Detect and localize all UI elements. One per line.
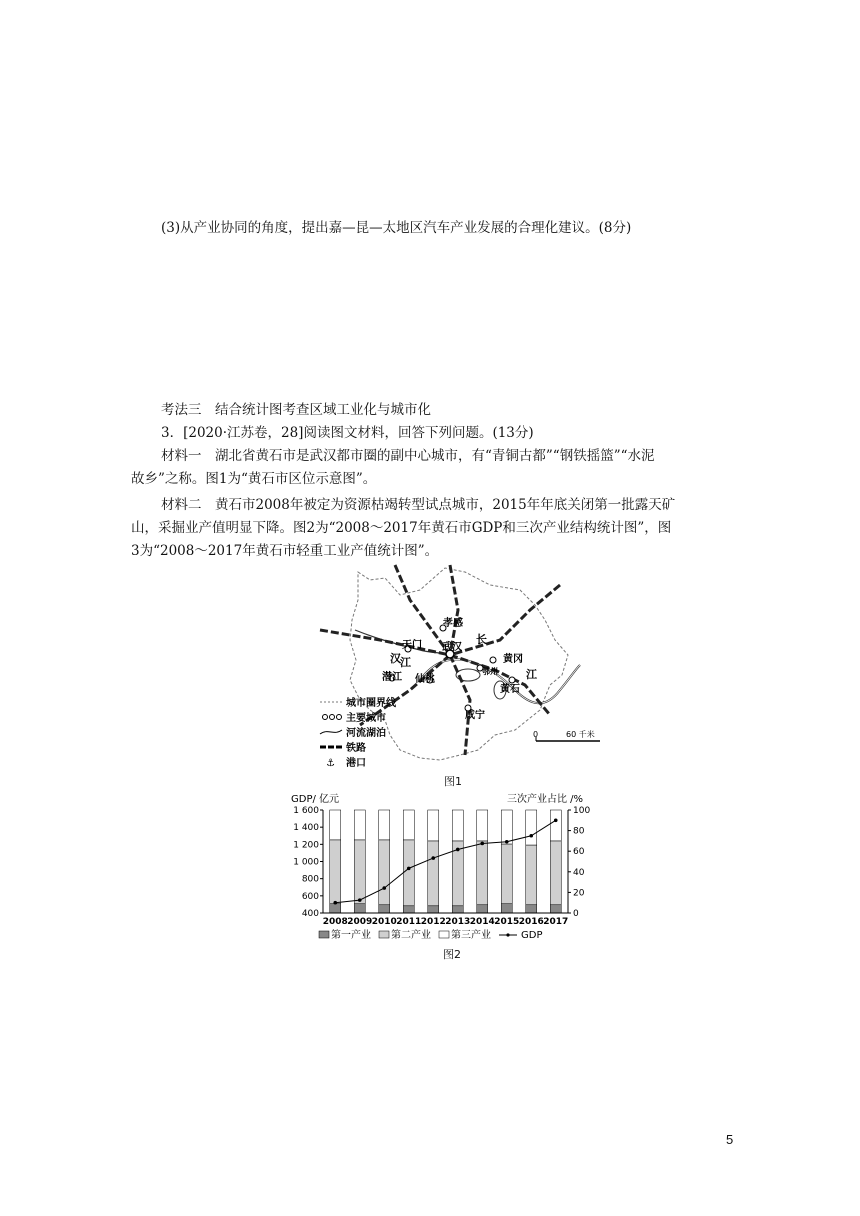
gdp-industry-chart [285, 788, 605, 958]
figure2-caption: 图2 [443, 948, 461, 961]
bar-secondary [550, 841, 561, 905]
legend-primary: 第一产业 [331, 930, 371, 941]
bar-primary [354, 904, 365, 913]
water-label: 长 [476, 633, 487, 646]
bar-tertiary [526, 810, 537, 845]
water-label: 江 [400, 656, 411, 669]
bar-primary [330, 904, 341, 913]
figure1-caption: 图1 [444, 775, 462, 788]
bar-tertiary [550, 810, 561, 841]
x-tick-label: 2009 [347, 917, 373, 927]
x-tick-label: 2011 [396, 917, 422, 927]
bar-primary [452, 906, 463, 913]
bar-secondary [403, 840, 414, 906]
scale-bar [533, 729, 600, 741]
bar-tertiary [330, 810, 341, 840]
city-marker [509, 677, 515, 683]
water-label: 汉 [390, 652, 401, 665]
city-label: 仙桃 [415, 674, 435, 685]
section-title: 考法三 结合统计图考查区域工业化与城市化 [161, 402, 431, 418]
city-label: 黄石 [500, 684, 520, 695]
right-tick-label: 60 [573, 847, 585, 858]
legend-label: 主要城市 [346, 713, 386, 724]
material2-line-3: 3为“2008～2017年黄石市轻重工业产值统计图”。 [131, 543, 439, 559]
left-axis-label: GDP/ 亿元 [291, 794, 340, 805]
bar-secondary [526, 845, 537, 905]
gdp-point [333, 901, 337, 905]
bar-tertiary [477, 810, 488, 841]
bar-secondary [428, 841, 439, 906]
bar-secondary [330, 840, 341, 904]
city-label: 鄂州 [482, 667, 498, 676]
city-marker [490, 657, 496, 663]
gdp-line [335, 820, 556, 902]
svg-text:60 千米: 60 千米 [566, 730, 595, 739]
city-label: 潜江 [382, 672, 402, 683]
gdp-point [554, 819, 558, 823]
railway [320, 630, 450, 655]
material1-line-2: 故乡”之称。图1为“黄石市区位示意图”。 [131, 471, 377, 487]
left-tick-label: 1 400 [293, 823, 319, 834]
x-tick-label: 2010 [371, 917, 397, 927]
city-label: 孝感 [443, 618, 463, 629]
left-tick-label: 1 000 [293, 857, 319, 868]
city-label: 天门 [402, 640, 422, 651]
bar-primary [403, 906, 414, 913]
bar-tertiary [379, 810, 390, 840]
gdp-point [407, 867, 411, 871]
gdp-point [456, 848, 460, 852]
city-label: 黄冈 [503, 654, 523, 665]
right-tick-label: 0 [573, 909, 579, 919]
city-label: 咸宁 [465, 710, 485, 721]
bar-tertiary [354, 810, 365, 840]
question-3-part-3: (3)从产业协同的角度，提出嘉—昆—太地区汽车产业发展的合理化建议。(8分) [161, 220, 632, 236]
railway [450, 585, 560, 655]
right-tick-label: 80 [573, 826, 585, 837]
gdp-point [505, 840, 509, 844]
bar-primary [379, 905, 390, 913]
bar-tertiary [403, 810, 414, 840]
x-tick-label: 2014 [469, 917, 495, 927]
material2-line-2: 山，采掘业产值明显下降。图2为“2008～2017年黄石市GDP和三次产业结构统计图”，图 [131, 520, 672, 536]
x-tick-label: 2008 [322, 917, 348, 927]
left-tick-label: 600 [301, 891, 319, 902]
legend-tertiary: 第三产业 [451, 930, 491, 941]
bar-secondary [477, 841, 488, 905]
right-axis-label: 三次产业占比 /% [507, 794, 584, 805]
left-tick-label: 1 200 [293, 840, 319, 851]
anchor-icon: ⚓ [326, 758, 335, 769]
x-tick-label: 2017 [543, 917, 569, 927]
right-tick-label: 40 [573, 867, 585, 878]
bar-primary [550, 905, 561, 913]
bar-secondary [354, 840, 365, 904]
city-label: 武汉 [442, 642, 462, 653]
map-legend [320, 696, 397, 769]
left-tick-label: 1 600 [293, 806, 319, 816]
gdp-point [358, 898, 362, 902]
bar-tertiary [428, 810, 439, 841]
bar-tertiary [452, 810, 463, 841]
material2-line-1: 材料二 黄石市2008年被定为资源枯竭转型试点城市，2015年年底关闭第一批露天矿 [161, 497, 676, 513]
svg-text:0: 0 [533, 730, 539, 739]
legend-label: 城市圈界线 [346, 698, 396, 709]
gdp-point [431, 856, 435, 860]
page-number: 5 [726, 1132, 734, 1147]
water-label: 江 [526, 668, 537, 681]
bar-primary [428, 906, 439, 913]
x-tick-label: 2012 [420, 917, 446, 927]
gdp-point [529, 834, 533, 838]
legend-secondary: 第二产业 [391, 930, 431, 941]
material1-line-1: 材料一 湖北省黄石市是武汉都市圈的副中心城市，有“青铜古都”“钢铁摇篮”“水泥 [161, 448, 655, 464]
legend-label: 铁路 [346, 743, 366, 754]
legend-label: 河流湖泊 [346, 728, 386, 739]
bar-primary [526, 905, 537, 913]
bar-tertiary [501, 810, 512, 844]
bar-primary [477, 905, 488, 913]
x-tick-label: 2013 [445, 917, 471, 927]
left-tick-label: 400 [301, 909, 319, 919]
left-tick-label: 800 [301, 874, 319, 885]
question-header: 3．[2020·江苏卷，28]阅读图文材料，回答下列问题。(13分) [161, 425, 534, 441]
x-tick-label: 2016 [518, 917, 544, 927]
bar-primary [501, 904, 512, 913]
legend-label: 港口 [346, 758, 366, 769]
gdp-point [382, 886, 386, 890]
chart-legend [319, 928, 542, 941]
bar-secondary [379, 840, 390, 905]
right-tick-label: 100 [573, 806, 591, 816]
location-map [300, 560, 600, 770]
bar-secondary [501, 844, 512, 904]
right-tick-label: 20 [573, 888, 585, 899]
x-tick-label: 2015 [494, 917, 520, 927]
legend-gdp: GDP [521, 930, 543, 941]
gdp-point [480, 842, 484, 846]
